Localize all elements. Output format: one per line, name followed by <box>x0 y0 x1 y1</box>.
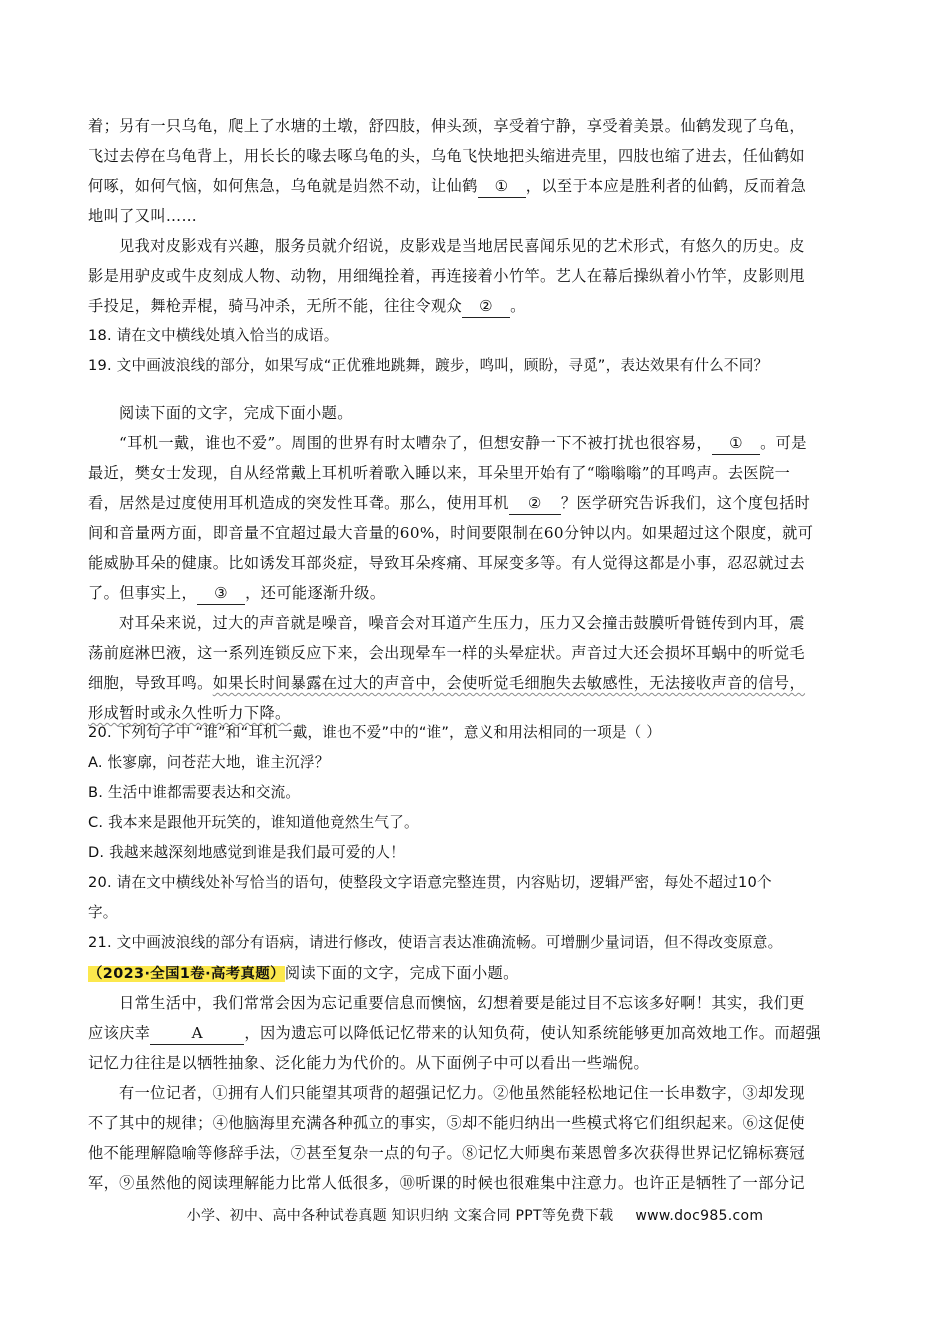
blank-1: ① <box>712 433 760 455</box>
text-line: 应该庆幸 A ，因为遗忘可以降低记忆带来的认知负荷，使认知系统能够更加高效地工作。而超强 <box>88 1018 864 1048</box>
passage-2-intro: 阅读下面的文字，完成下面小题。 <box>119 404 353 422</box>
text-line: 能威胁耳朵的健康。比如诱发耳部炎症，导致耳朵疼痛、耳屎变多等。有人觉得这都是小事，忍忍就过去 <box>88 554 806 572</box>
wavy-underlined-text: 如果长时间暴露在过大的声音中，会使听觉毛细胞失去敏感性，无法接收声音的信号， <box>212 674 806 692</box>
option-d: D. 我越来越深刻地感觉到谁是我们最可爱的人！ <box>88 844 405 861</box>
question-20b: 20. 请在文中横线处补写恰当的语句，使整段文字语意完整连贯，内容贴切，逻辑严密，每处不超过10个 <box>88 874 772 891</box>
footer-text: 小学、初中、高中各种试卷真题 知识归纳 文案合同 PPT等免费下载 <box>186 1208 614 1224</box>
questions-section <box>88 718 864 988</box>
question-19: 19. 文中画波浪线的部分，如果写成“正优雅地跳舞，踱步，鸣叫，顾盼，寻觅”，表达效果有什么不同？ <box>88 357 769 374</box>
question-18: 18. 请在文中横线处填入恰当的成语。 <box>88 327 339 344</box>
text-line: 军，⑨虽然他的阅读理解能力比常人低很多，⑩听课的时候也很难集中注意力。也许正是牺牲了一部分记 <box>88 1174 806 1192</box>
text-line: 有一位记者，①拥有人们只能望其项背的超强记忆力。②他虽然能轻松地记住一长串数字，③却发现 <box>119 1084 805 1102</box>
blank-a: A <box>150 1023 244 1045</box>
text-line: 不了其中的规律；④他脑海里充满各种孤立的事实，⑤却不能归纳出一些模式将它们组织起来。⑥这促使 <box>88 1114 806 1132</box>
text-line: 影是用驴皮或牛皮刻成人物、动物，用细绳拴着，再连接着小竹竿。艺人在幕后操纵着小竹竿，皮影则甩 <box>88 267 806 285</box>
option-a: A. 怅寥廓，问苍茫大地，谁主沉浮？ <box>88 754 330 771</box>
passage-1 <box>88 111 864 381</box>
passage-3 <box>88 988 864 1198</box>
question-20b-cont: 字。 <box>88 904 118 921</box>
text-line: 细胞，导致耳鸣。如果长时间暴露在过大的声音中，会使听觉毛细胞失去敏感性，无法接收声音的信号， <box>88 674 806 692</box>
text-line: 着；另有一只乌龟，爬上了水塘的土墩，舒四肢，伸头颈，享受着宁静，享受着美景。仙鹤发现了乌龟， <box>88 117 806 135</box>
question-20-stem: 20. 下列句子中 “谁”和“耳机一戴，谁也不爱”中的“谁”，意义和用法相同的一项是（ ） <box>88 724 662 741</box>
text-line: 了。但事实上， ③ ，还可能逐渐升级。 <box>88 578 864 608</box>
blank-1: ① <box>478 176 526 198</box>
question-21: 21. 文中画波浪线的部分有语病，请进行修改，使语言表达准确流畅。可增删少量词语，但不得改变原意。 <box>88 934 783 951</box>
text-line: 见我对皮影戏有兴趣，服务员就介绍说，皮影戏是当地居民喜闻乐见的艺术形式，有悠久的历史。皮 <box>119 237 805 255</box>
text-line: 荡前庭淋巴液，这一系列连锁反应下来，会出现晕车一样的头晕症状。声音过大还会损坏耳蜗中的听觉毛 <box>88 644 806 662</box>
blank-2: ② <box>509 493 561 515</box>
text-line: 日常生活中，我们常常会因为忘记重要信息而懊恼，幻想着要是能过目不忘该多好啊！其实，我们更 <box>119 994 805 1012</box>
text-line: “耳机一戴，谁也不爱”。周围的世界有时太嘈杂了，但想安静一下不被打扰也很容易， ① 。可是 <box>88 428 864 458</box>
text-line: 间和音量两方面，即音量不宜超过最大音量的60%，时间要限制在60分钟以内。如果超过这个限度，就可 <box>88 524 814 542</box>
text-line: 对耳朵来说，过大的声音就是噪音，噪音会对耳道产生压力，压力又会撞击鼓膜听骨链传到内耳，震 <box>119 614 805 632</box>
text-line: 记忆力往往是以牺牲抽象、泛化能力为代价的。从下面例子中可以看出一些端倪。 <box>88 1054 650 1072</box>
passage-2 <box>88 398 864 728</box>
option-b: B. 生活中谁都需要表达和交流。 <box>88 784 301 801</box>
wavy-underlined-text: 形成暂时或永久性听力下降。 <box>88 704 291 722</box>
source-tag: （2023·全国1卷·高考真题） <box>88 966 285 982</box>
text-line: 飞过去停在乌龟背上，用长长的喙去啄乌龟的头，乌龟飞快地把头缩进壳里，四肢也缩了进去，任仙鹤如 <box>88 147 806 165</box>
text-line: 最近，樊女士发现，自从经常戴上耳机听着歌入睡以来，耳朵里开始有了“嗡嗡嗡”的耳鸣声。去医院一 <box>88 464 791 482</box>
source-line: （2023·全国1卷·高考真题）阅读下面的文字，完成下面小题。 <box>88 964 519 982</box>
text-line: 何啄，如何气恼，如何焦急，乌龟就是岿然不动，让仙鹤 ① ，以至于本应是胜利者的仙鹤，反而着急 <box>88 171 864 201</box>
page-footer <box>0 1205 950 1225</box>
text-line: 手投足，舞枪弄棍，骑马冲杀，无所不能，往往令观众 ② 。 <box>88 291 864 321</box>
text-line: 看，居然是过度使用耳机造成的突发性耳聋。那么，使用耳机 ② ？医学研究告诉我们，这个度包括时 <box>88 488 864 518</box>
blank-3: ③ <box>197 583 245 605</box>
blank-2: ② <box>462 296 510 318</box>
text-line: 地叫了又叫…… <box>88 207 198 225</box>
footer-url[interactable]: www.doc985.com <box>635 1208 764 1224</box>
text-line: 他不能理解隐喻等修辞手法，⑦甚至复杂一点的句子。⑧记忆大师奥布莱恩曾多次获得世界记忆锦标赛冠 <box>88 1144 806 1162</box>
option-c: C. 我本来是跟他开玩笑的，谁知道他竟然生气了。 <box>88 814 419 831</box>
